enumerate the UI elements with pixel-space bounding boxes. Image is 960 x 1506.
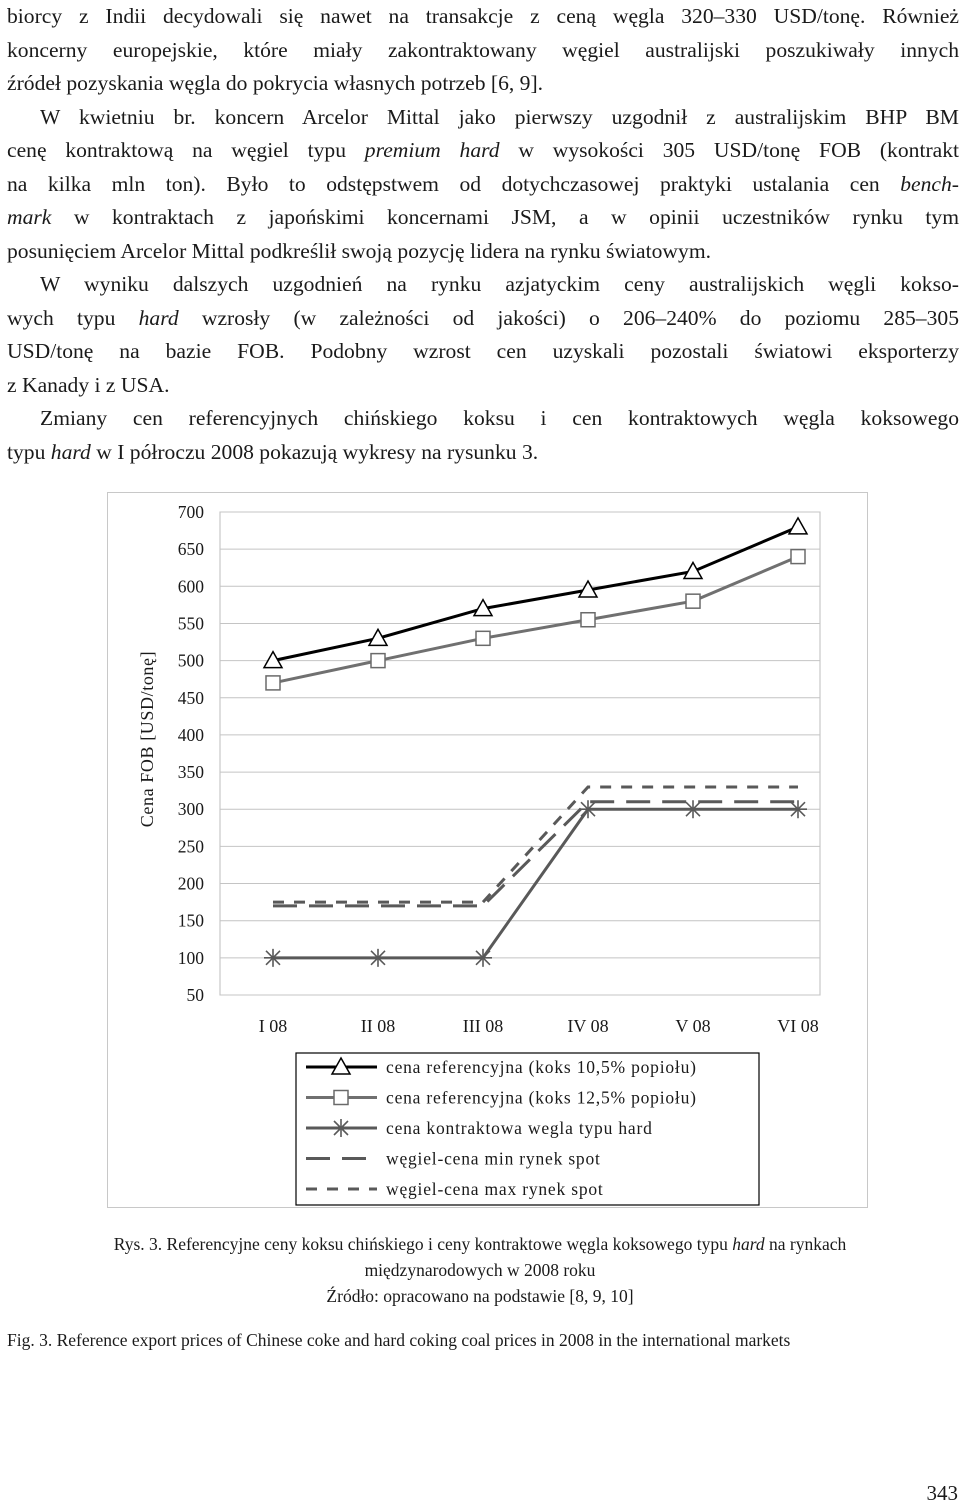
y-tick-label: 450 (177, 687, 204, 708)
asterisk-marker (579, 800, 597, 818)
square-marker (581, 613, 595, 627)
y-tick-label: 250 (177, 836, 204, 857)
figure-caption-english: Fig. 3. Reference export prices of Chinese coke and hard coking coal prices in 2008 in the international markets (7, 1330, 791, 1350)
text-line: mark w kontraktach z japońskimi koncernami JSM, a w opinii uczestników rynku tym (7, 205, 959, 229)
caption-line-2: międzynarodowych w 2008 roku (364, 1260, 596, 1280)
legend-label: cena referencyjna (koks 12,5% popiołu) (386, 1087, 697, 1108)
y-axis-label: Cena FOB [USD/tonę] (137, 650, 157, 828)
text-line: posunięciem Arcelor Mittal podkreślił swoją pozycję lidera na rynku światowym. (7, 238, 712, 263)
text-line: typu hard w I półroczu 2008 pokazują wykresy na rysunku 3. (7, 439, 539, 464)
text-line: źródeł pozyskania węgla do pokrycia własnych potrzeb [6, 9]. (7, 71, 544, 95)
y-tick-label: 600 (177, 576, 204, 597)
y-tick-label: 150 (177, 910, 204, 931)
legend-label: węgiel-cena min rynek spot (386, 1148, 601, 1169)
square-marker (791, 550, 805, 564)
legend-label: cena referencyjna (koks 10,5% popiołu) (386, 1057, 697, 1077)
body-text (7, 0, 959, 469)
y-tick-label: 300 (177, 799, 204, 820)
y-tick-label: 350 (177, 762, 204, 783)
text-line: biorcy z Indii decydowali się nawet na transakcje z ceną węgla 320–330 USD/tonę. Również (7, 4, 959, 28)
legend-label: węgiel-cena max rynek spot (386, 1179, 604, 1199)
caption-source: Źródło: opracowano na podstawie [8, 9, 10] (326, 1286, 634, 1306)
square-marker (266, 676, 280, 690)
square-marker (371, 654, 385, 668)
text-line: na kilka mln ton). Było to odstępstwem od dotychczasowej praktyki ustalania cen bench- (7, 171, 959, 196)
y-tick-label: 400 (177, 724, 204, 745)
y-tick-label: 550 (177, 613, 204, 634)
text-line: W wyniku dalszych uzgodnień na rynku azjatyckim ceny australijskich węgli kokso- (40, 272, 959, 296)
text-line: W kwietniu br. koncern Arcelor Mittal jako pierwszy uzgodnił z australijskim BHP BM (40, 104, 959, 129)
asterisk-marker (369, 949, 387, 967)
legend-label: cena kontraktowa wegla typu hard (386, 1118, 653, 1138)
text-line: koncerny europejskie, które miały zakontraktowany węgiel australijski poszukiwały innych (7, 37, 959, 62)
y-tick-label: 200 (177, 873, 204, 894)
x-tick-label: I 08 (258, 1016, 288, 1036)
y-tick-label: 50 (186, 985, 204, 1005)
asterisk-marker (789, 800, 807, 818)
y-tick-label: 700 (177, 502, 204, 522)
y-tick-label: 100 (177, 947, 204, 968)
text-line: Zmiany cen referencyjnych chińskiego koksu i cen kontraktowych węgla koksowego (40, 406, 959, 430)
asterisk-marker (684, 800, 702, 818)
x-tick-label: IV 08 (567, 1016, 609, 1036)
y-tick-label: 650 (177, 539, 204, 560)
price-chart (107, 492, 869, 1209)
page-number: 343 (926, 1481, 958, 1505)
figure-caption: Rys. 3. Referencyjne ceny koksu chińskiego i ceny kontraktowe węgla koksowego typu hard na rynkach międzynarodowych w 2008 roku Źródło: opracowano na podstawie [8, 9, 10] (113, 1234, 847, 1306)
text-line: z Kanady i z USA. (7, 372, 170, 397)
square-marker (476, 631, 490, 645)
text-line: wych typu hard wzrosły (w zależności od jakości) o 206–240% do poziomu 285–305 (7, 305, 959, 330)
x-tick-label: III 08 (462, 1016, 504, 1036)
x-tick-label: V 08 (675, 1016, 711, 1036)
square-marker (686, 594, 700, 608)
text-line: USD/tonę na bazie FOB. Podobny wzrost cen uzyskali pozostali światowi eksporterzy (7, 339, 959, 363)
square-marker (334, 1091, 348, 1105)
x-tick-label: VI 08 (777, 1016, 819, 1036)
x-tick-label: II 08 (360, 1016, 396, 1036)
text-line: cenę kontraktową na węgiel typu premium hard w wysokości 305 USD/tonę FOB (kontrakt (7, 138, 960, 162)
asterisk-marker (474, 949, 492, 967)
y-tick-label: 500 (177, 650, 204, 671)
asterisk-marker (264, 949, 282, 967)
asterisk-marker (332, 1119, 350, 1137)
